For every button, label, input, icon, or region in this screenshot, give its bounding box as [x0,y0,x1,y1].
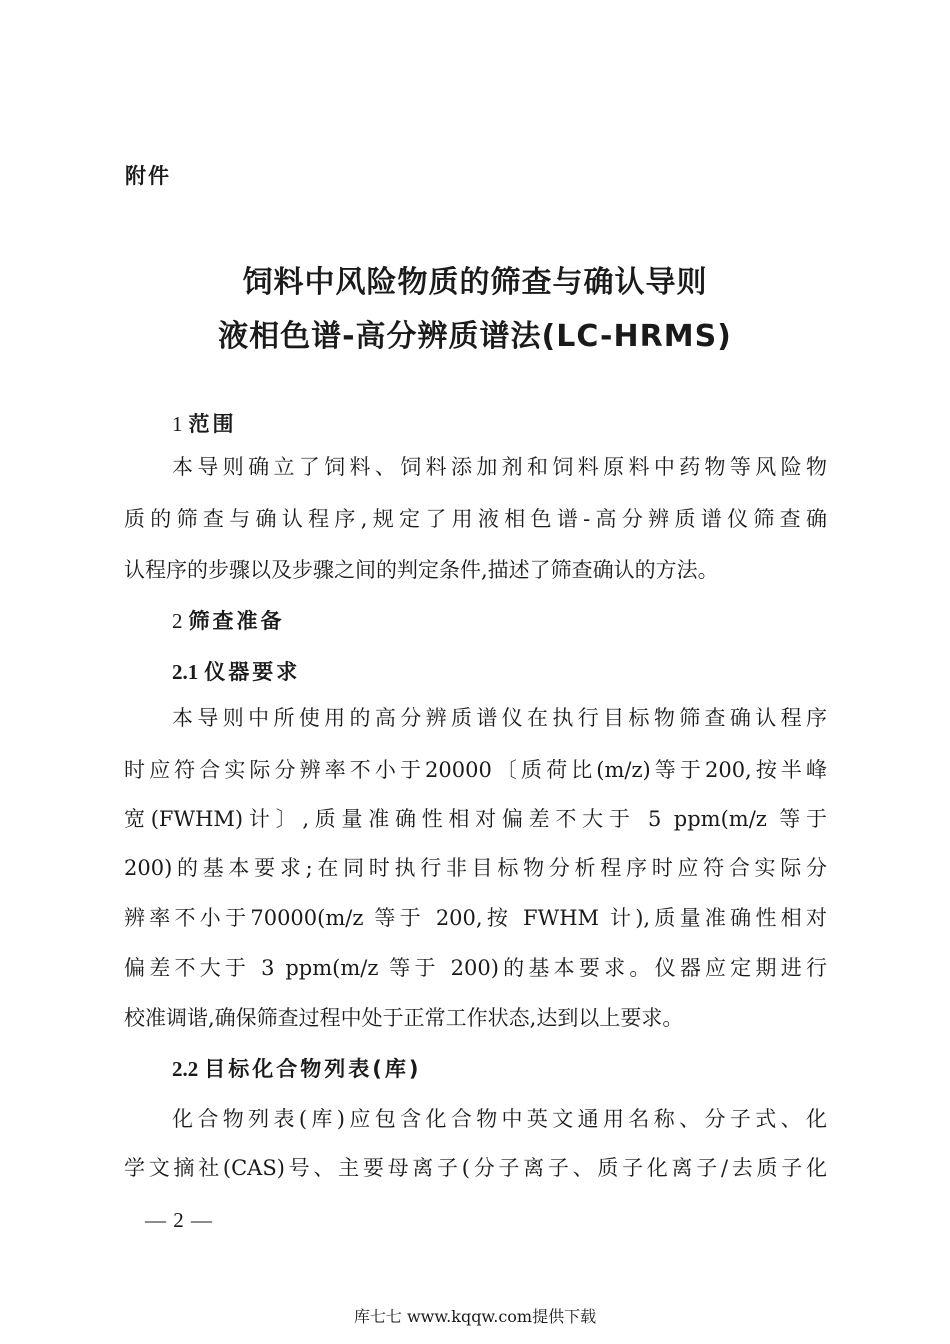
section-1-number: 1 [172,412,183,436]
section-2-title: 筛查准备 [188,609,285,633]
section-1-title: 范围 [188,412,237,436]
paragraph-1-line-3: 认程序的步骤以及步骤之间的判定条件,描述了筛查确认的方法。 [124,558,719,582]
section-2-number: 2 [172,609,183,633]
section-2-1-number: 2.1 [172,660,199,684]
section-2-1-heading [172,656,300,686]
paragraph-1-line-2: 质的筛查与确认程序,规定了用液相色谱-高分辨质谱仪筛查确 [124,507,827,531]
section-2-2-number: 2.2 [172,1057,199,1081]
paragraph-2-line-7: 校准调谐,确保筛查过程中处于正常工作状态,达到以上要求。 [124,1006,684,1030]
paragraph-3-line-2: 学文摘社(CAS)号、主要母离子(分子离子、质子化离子/去质子化 [124,1156,827,1180]
paragraph-2-line-1: 本导则中所使用的高分辨质谱仪在执行目标物筛查确认程序 [172,706,827,730]
paragraph-2-line-6: 偏差不大于 3 ppm(m/z 等于 200)的基本要求。仪器应定期进行 [124,956,827,980]
paragraph-1-line-1: 本导则确立了饲料、饲料添加剂和饲料原料中药物等风险物 [172,455,827,479]
paragraph-2-line-4: 200)的基本要求;在同时执行非目标物分析程序时应符合实际分 [124,856,827,880]
section-2-2-title: 目标化合物列表(库) [204,1057,422,1081]
section-1-heading [172,408,237,438]
paragraph-2-line-3: 宽(FWHM)计〕,质量准确性相对偏差不大于 5 ppm(m/z 等于 [124,807,827,831]
document-title-line2: 液相色谱-高分辨质谱法(LC-HRMS) [218,319,732,354]
paragraph-2-line-5: 辨率不小于70000(m/z 等于 200,按 FWHM 计),质量准确性相对 [124,906,827,930]
download-watermark: 库七七 www.kqqw.com提供下载 [353,1307,597,1326]
paragraph-2-line-2: 时应符合实际分辨率不小于20000〔质荷比(m/z)等于200,按半峰 [124,758,827,782]
section-2-2-heading [172,1053,421,1083]
page-number: — 2 — [145,1208,213,1232]
section-2-1-title: 仪器要求 [204,660,301,684]
paragraph-3-line-1: 化合物列表(库)应包含化合物中英文通用名称、分子式、化 [172,1107,827,1131]
attachment-label: 附件 [125,164,171,188]
document-title-line1: 饲料中风险物质的筛查与确认导则 [242,265,708,300]
section-2-heading [172,605,285,635]
